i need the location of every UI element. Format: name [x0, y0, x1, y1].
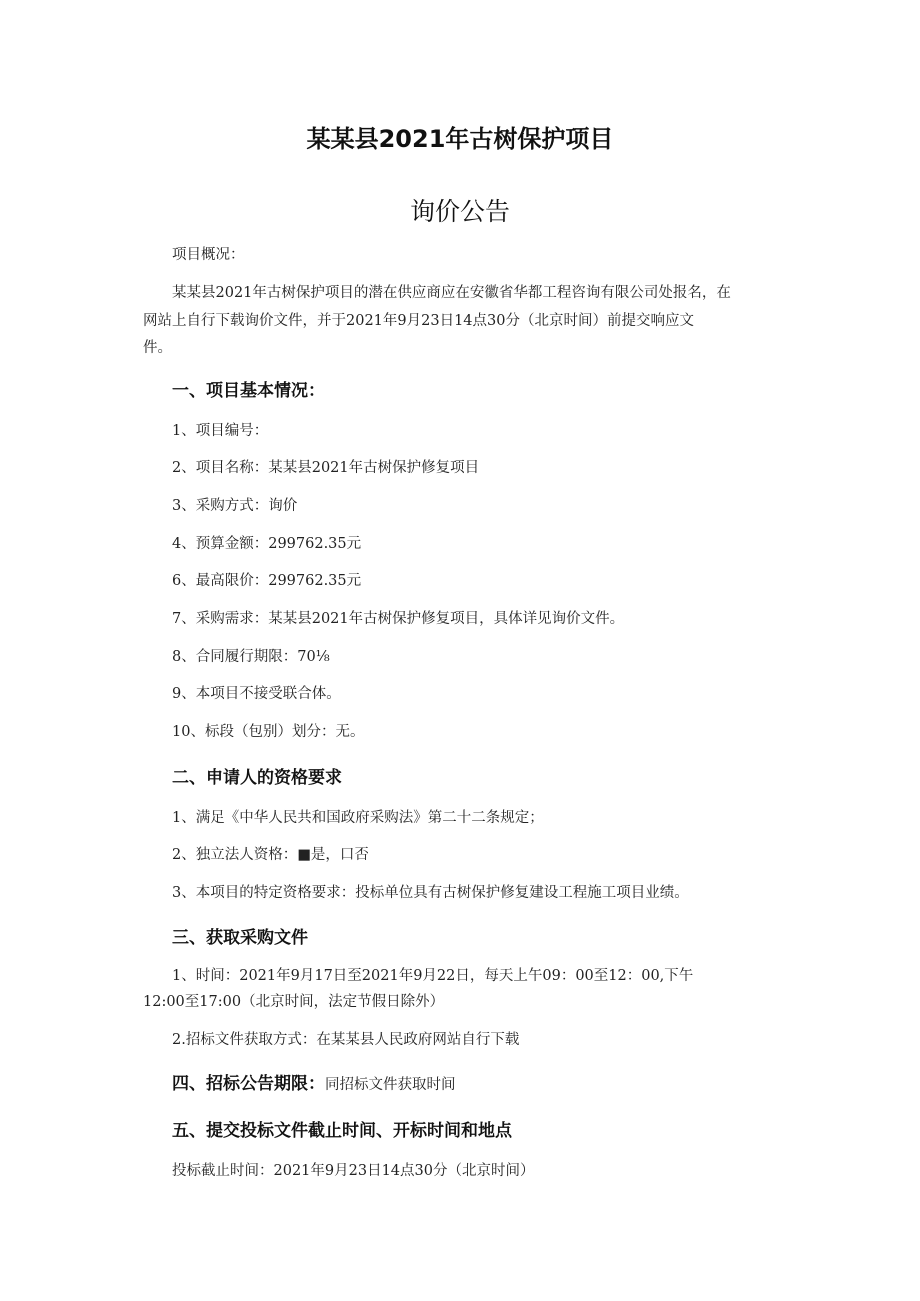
notice-period-detail: 同招标文件获取时间: [325, 1077, 456, 1093]
overview-paragraph-line-1: 某某县2021年古树保护项目的潜在供应商应在安徽省华都工程咨询有限公司处报名，在: [172, 285, 731, 301]
overview-label: 项目概况：: [172, 247, 245, 263]
basic-info-item: 2、项目名称：某某县2021年古树保护修复项目: [172, 460, 480, 476]
obtain-method: 2.招标文件获取方式：在某某县人民政府网站自行下载: [172, 1032, 520, 1048]
section-heading-qualifications: 二、申请人的资格要求: [172, 768, 342, 788]
notice-period-heading-label: 四、招标公告期限：: [172, 1074, 325, 1094]
qualification-item: 1、满足《中华人民共和国政府采购法》第二十二条规定；: [172, 810, 544, 826]
section-heading-submission: 五、提交投标文件截止时间、开标时间和地点: [172, 1121, 512, 1141]
obtain-time-line-1: 1、时间：2021年9月17日至2021年9月22日，每天上午09：00至12：00,下午: [172, 968, 694, 984]
section-heading-basic-info: 一、项目基本情况：: [172, 381, 325, 401]
qualification-item: 3、本项目的特定资格要求：投标单位具有古树保护修复建设工程施工项目业绩。: [172, 885, 689, 901]
overview-paragraph-line-3: 件。: [143, 340, 172, 356]
basic-info-item: 10、标段（包别）划分：无。: [172, 724, 365, 740]
basic-info-item: 7、采购需求：某某县2021年古树保护修复项目，具体详见询价文件。: [172, 611, 625, 627]
basic-info-item: 9、本项目不接受联合体。: [172, 686, 341, 702]
basic-info-item: 3、采购方式：询价: [172, 498, 298, 514]
basic-info-item: 8、合同履行期限：70⅛: [172, 649, 330, 665]
section-heading-notice-period: [172, 1073, 456, 1096]
submission-deadline: 投标截止时间：2021年9月23日14点30分（北京时间）: [172, 1163, 535, 1179]
section-heading-obtain-documents: 三、获取采购文件: [172, 928, 308, 948]
document-title: 某某县2021年古树保护项目: [306, 125, 614, 153]
document-subtitle: 询价公告: [409, 197, 510, 226]
obtain-time-line-2: 12:00至17:00（北京时间，法定节假日除外）: [143, 994, 445, 1010]
basic-info-item: 4、预算金额：299762.35元: [172, 536, 362, 552]
basic-info-item: 1、项目编号：: [172, 423, 269, 439]
basic-info-item: 6、最高限价：299762.35元: [172, 573, 362, 589]
overview-paragraph-line-2: 网站上自行下载询价文件，并于2021年9月23日14点30分（北京时间）前提交响应文: [143, 313, 694, 329]
qualification-item: 2、独立法人资格：■是，口否: [172, 847, 369, 863]
